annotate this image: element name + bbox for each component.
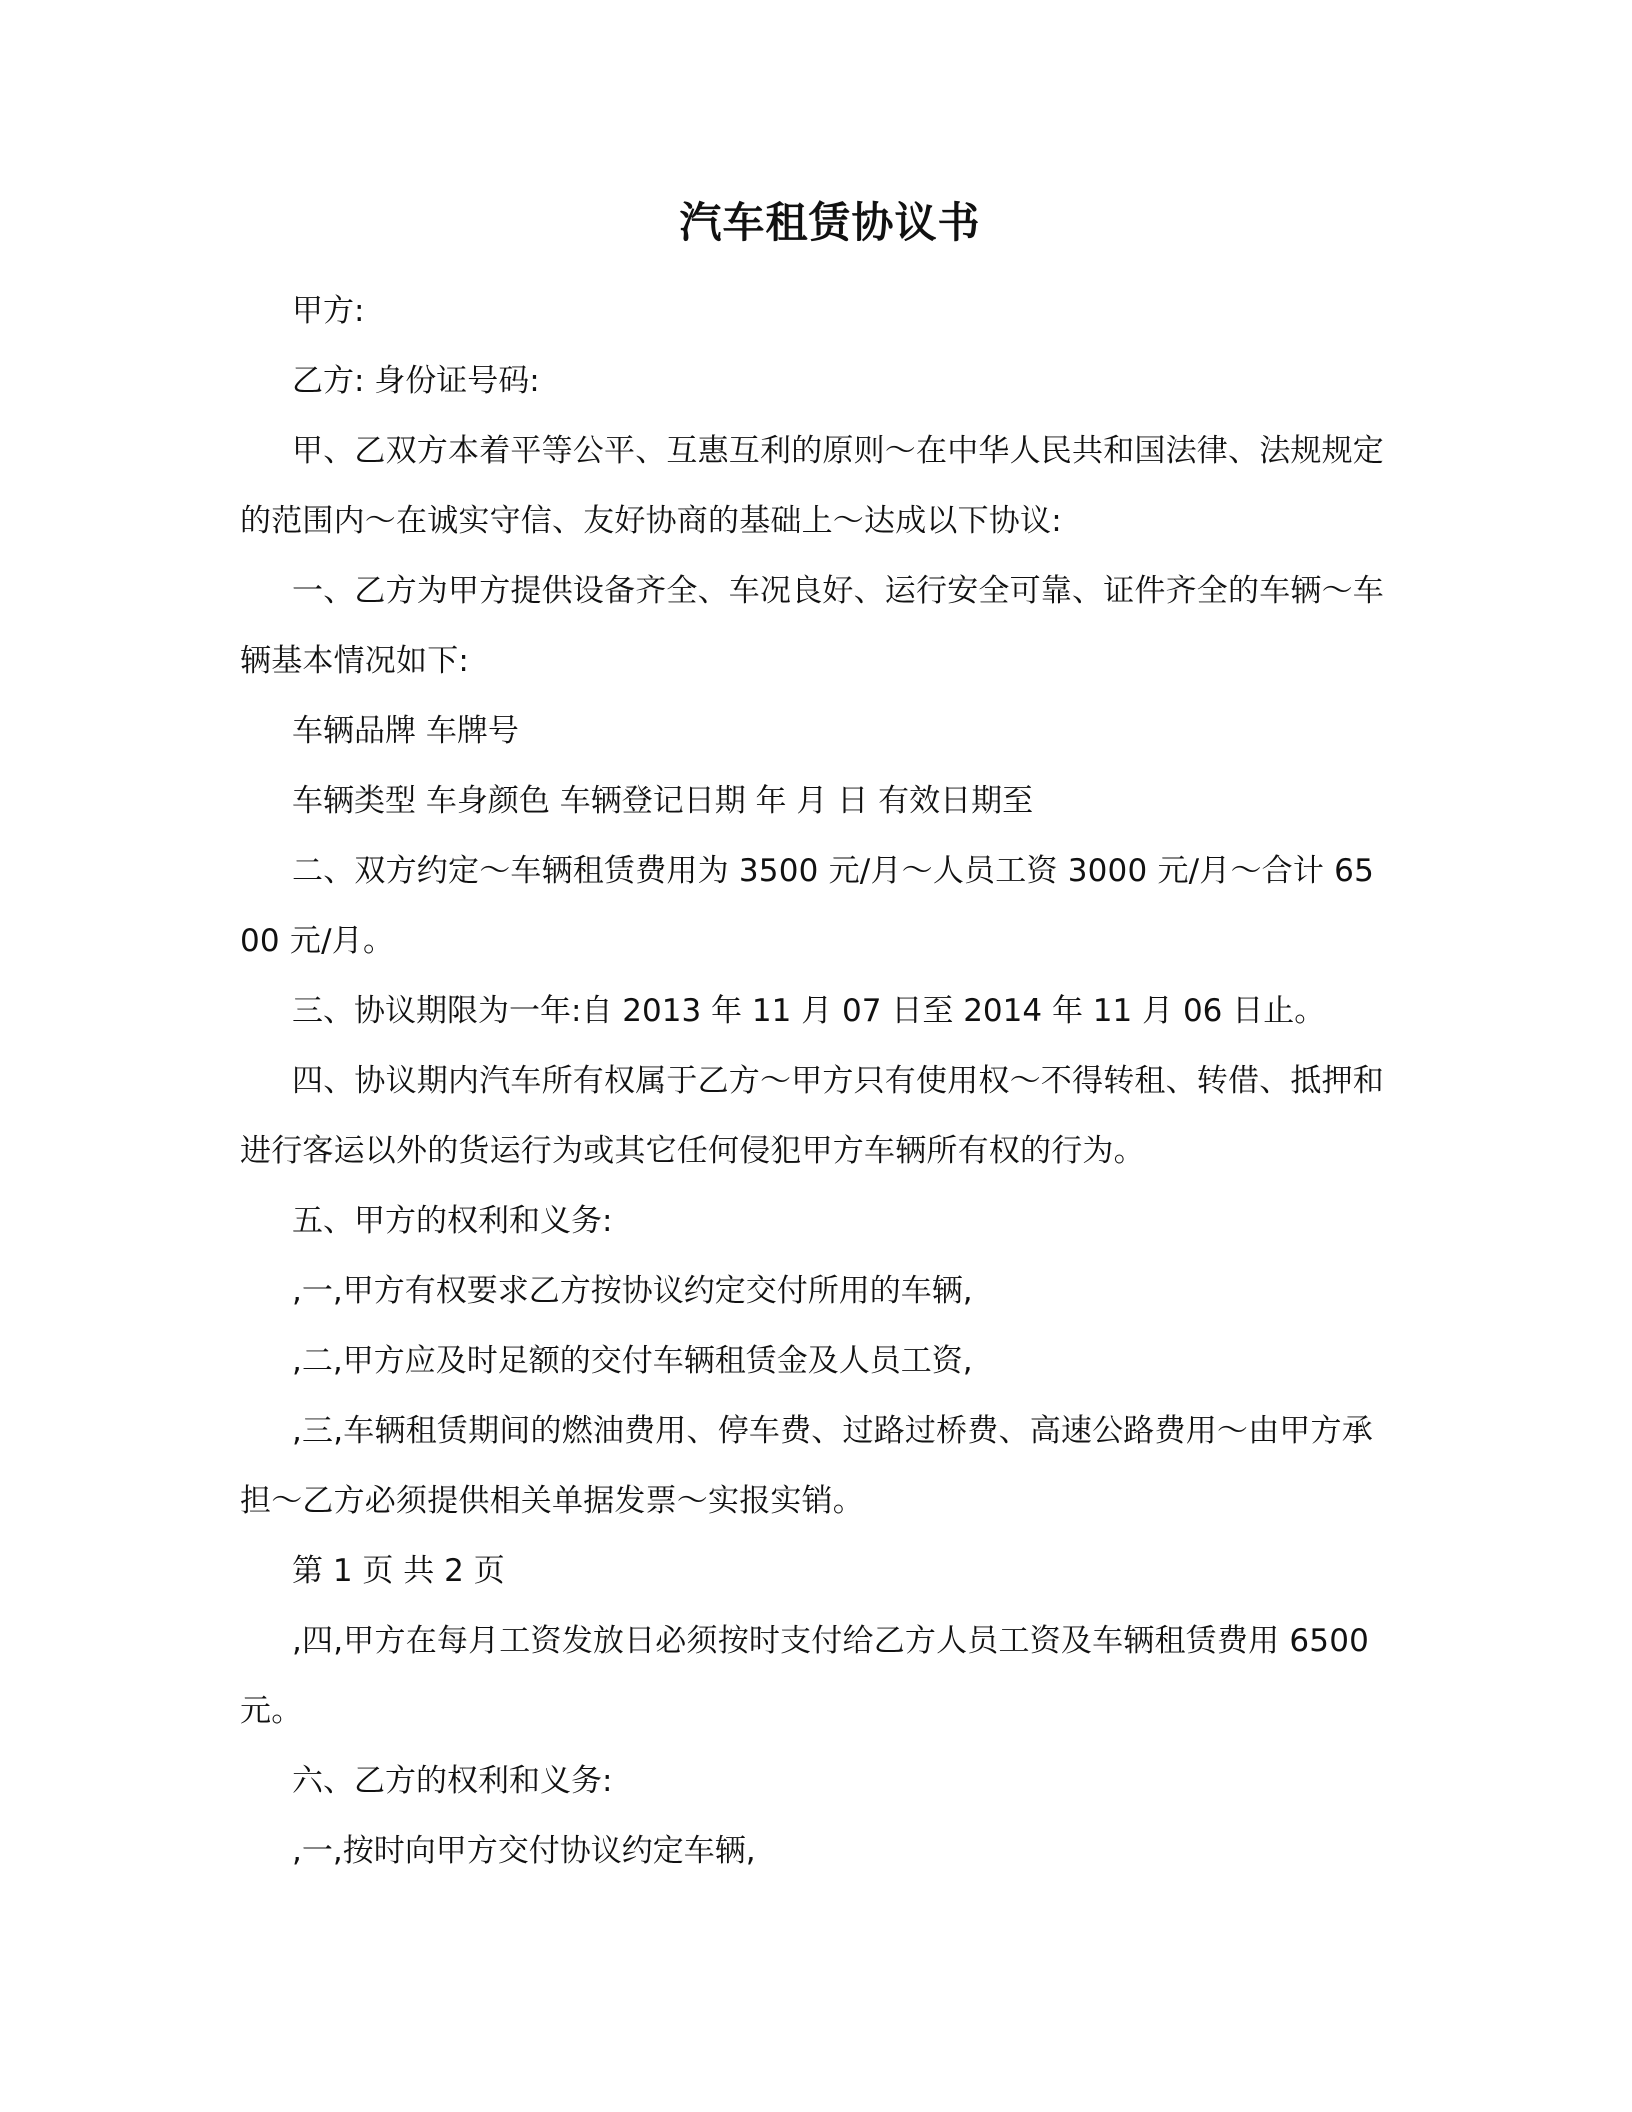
party-a-line: 甲方: [292,293,365,329]
clause-5-heading: 五、甲方的权利和义务: [292,1203,613,1239]
clause-4-paragraph: 四、协议期内汽车所有权属于乙方～甲方只有使用权～不得转租、转借、抵押和进行客运以外的货运行为或其它任何侵犯甲方车辆所有权的行为。 [240,1063,1384,1169]
party-b-line: 乙方: 身份证号码: [292,363,540,399]
clause-5-item-4: ,四,甲方在每月工资发放日必须按时支付给乙方人员工资及车辆租赁费用 6500 元。 [240,1623,1370,1729]
clause-5-item-2: ,二,甲方应及时足额的交付车辆租赁金及人员工资, [292,1343,973,1379]
clause-6-heading: 六、乙方的权利和义务: [292,1763,613,1799]
clause-1-paragraph: 一、乙方为甲方提供设备齐全、车况良好、运行安全可靠、证件齐全的车辆～车辆基本情况如下: [240,573,1384,679]
preamble-paragraph: 甲、乙双方本着平等公平、互惠互利的原则～在中华人民共和国法律、法规规定的范围内～在诚实守信、友好协商的基础上～达成以下协议: [240,433,1384,539]
clause-6-item-1: ,一,按时向甲方交付协议约定车辆, [292,1833,756,1869]
clause-5-item-3: ,三,车辆租赁期间的燃油费用、停车费、过路过桥费、高速公路费用～由甲方承担～乙方必须提供相关单据发票～实报实销。 [240,1413,1373,1519]
clause-3-paragraph: 三、协议期限为一年:自 2013 年 11 月 07 日至 2014 年 11 月 06 日止。 [292,993,1326,1029]
clause-5-item-1: ,一,甲方有权要求乙方按协议约定交付所用的车辆, [292,1273,973,1309]
page-number-note: 第 1 页 共 2 页 [292,1553,505,1589]
vehicle-brand-line: 车辆品牌 车牌号 [292,713,519,749]
clause-2-paragraph: 二、双方约定～车辆租赁费用为 3500 元/月～人员工资 3000 元/月～合计 6500 元/月。 [240,853,1374,959]
document-title: 汽车租赁协议书 [679,198,981,247]
document-page [240,190,1390,1886]
vehicle-type-line: 车辆类型 车身颜色 车辆登记日期 年 月 日 有效日期至 [292,783,1034,819]
